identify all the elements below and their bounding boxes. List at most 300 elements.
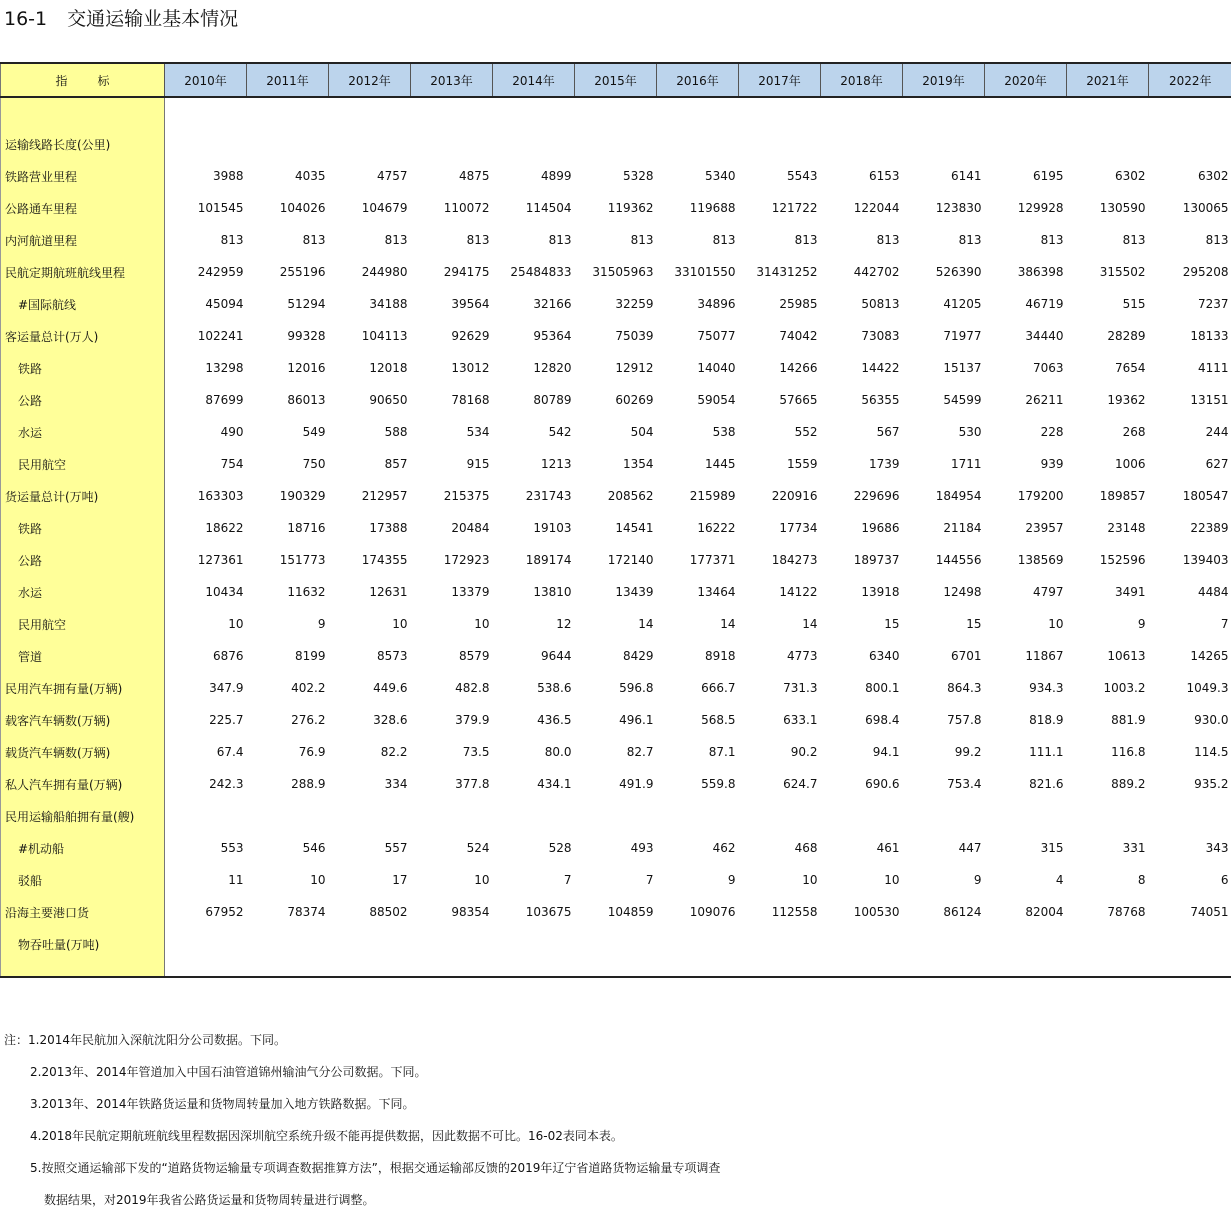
cell-value: 447: [903, 832, 985, 864]
cell-value: 151773: [247, 544, 329, 576]
cell-value: 4899: [493, 160, 575, 192]
cell-value: 231743: [493, 480, 575, 512]
cell-value: 14265: [1149, 640, 1231, 672]
cell-value: 11867: [985, 640, 1067, 672]
cell-value: 244: [1149, 416, 1231, 448]
cell-value: 114504: [493, 192, 575, 224]
cell-value: 99328: [247, 320, 329, 352]
row-label: #国际航线: [1, 288, 165, 320]
cell-value: 800.1: [821, 672, 903, 704]
cell-value: 94.1: [821, 736, 903, 768]
cell-value: 12018: [329, 352, 411, 384]
cell-value: 813: [247, 224, 329, 256]
cell-value: 934.3: [985, 672, 1067, 704]
cell-value: 82.7: [575, 736, 657, 768]
cell-value: [411, 128, 493, 160]
cell-value: 8573: [329, 640, 411, 672]
cell-value: [821, 928, 903, 960]
cell-value: 276.2: [247, 704, 329, 736]
year-header: 2022年: [1149, 63, 1231, 97]
cell-value: 46719: [985, 288, 1067, 320]
spacer-row: [1, 97, 1231, 128]
cell-value: 31505963: [575, 256, 657, 288]
cell-value: 87.1: [657, 736, 739, 768]
cell-value: 6153: [821, 160, 903, 192]
cell-value: 12820: [493, 352, 575, 384]
cell-value: 542: [493, 416, 575, 448]
cell-value: 7: [575, 864, 657, 896]
cell-value: 138569: [985, 544, 1067, 576]
cell-value: 14422: [821, 352, 903, 384]
cell-value: [1067, 800, 1149, 832]
row-label: 客运量总计(万人): [1, 320, 165, 352]
cell-value: 9: [247, 608, 329, 640]
table-row: [1, 352, 1231, 384]
table-row: [1, 160, 1231, 192]
cell-value: 6: [1149, 864, 1231, 896]
table-row: [1, 704, 1231, 736]
cell-value: 9: [1067, 608, 1149, 640]
cell-value: 14040: [657, 352, 739, 384]
table-row: [1, 288, 1231, 320]
cell-value: 242959: [165, 256, 247, 288]
cell-value: 4: [985, 864, 1067, 896]
cell-value: 750: [247, 448, 329, 480]
cell-value: [657, 800, 739, 832]
cell-value: [165, 128, 247, 160]
cell-value: 13439: [575, 576, 657, 608]
cell-value: 753.4: [903, 768, 985, 800]
cell-value: 104679: [329, 192, 411, 224]
cell-value: 568.5: [657, 704, 739, 736]
table-row: [1, 800, 1231, 832]
cell-value: 538.6: [493, 672, 575, 704]
cell-value: 5543: [739, 160, 821, 192]
row-label: 水运: [1, 576, 165, 608]
cell-value: 462: [657, 832, 739, 864]
cell-value: 13012: [411, 352, 493, 384]
cell-value: 5328: [575, 160, 657, 192]
cell-value: 32166: [493, 288, 575, 320]
cell-value: 10: [329, 608, 411, 640]
cell-value: 39564: [411, 288, 493, 320]
cell-value: 538: [657, 416, 739, 448]
cell-value: 23957: [985, 512, 1067, 544]
note-line: 3.2013年、2014年铁路货运量和货物周转量加入地方铁路数据。下同。: [4, 1088, 720, 1120]
cell-value: 813: [657, 224, 739, 256]
cell-value: 1711: [903, 448, 985, 480]
cell-value: 88502: [329, 896, 411, 928]
table-title-text: 交通运输业基本情况: [67, 8, 238, 30]
cell-value: 379.9: [411, 704, 493, 736]
note-line: 4.2018年民航定期航班航线里程数据因深圳航空系统升级不能再提供数据，因此数据不可比。16-02表同本表。: [4, 1120, 720, 1152]
cell-value: 1049.3: [1149, 672, 1231, 704]
cell-value: 377.8: [411, 768, 493, 800]
cell-value: 51294: [247, 288, 329, 320]
cell-value: 102241: [165, 320, 247, 352]
row-label: 载客汽车辆数(万辆): [1, 704, 165, 736]
cell-value: 189857: [1067, 480, 1149, 512]
cell-value: 119362: [575, 192, 657, 224]
label-column-header: [1, 63, 165, 97]
cell-value: 75077: [657, 320, 739, 352]
cell-value: 1739: [821, 448, 903, 480]
cell-value: 99.2: [903, 736, 985, 768]
cell-value: 10: [739, 864, 821, 896]
cell-value: 215989: [657, 480, 739, 512]
cell-value: 627: [1149, 448, 1231, 480]
cell-value: 15: [821, 608, 903, 640]
cell-value: 546: [247, 832, 329, 864]
cell-value: 939: [985, 448, 1067, 480]
year-header: 2013年: [411, 63, 493, 97]
cell-value: 588: [329, 416, 411, 448]
cell-value: 493: [575, 832, 657, 864]
cell-value: 225.7: [165, 704, 247, 736]
cell-value: 813: [411, 224, 493, 256]
cell-value: [739, 928, 821, 960]
cell-value: [1149, 800, 1231, 832]
row-label: 物吞吐量(万吨): [1, 928, 165, 960]
cell-value: 25484833: [493, 256, 575, 288]
table-row: [1, 448, 1231, 480]
cell-value: 526390: [903, 256, 985, 288]
cell-value: 50813: [821, 288, 903, 320]
label-header-part: 标: [98, 74, 110, 88]
cell-value: 54599: [903, 384, 985, 416]
cell-value: 103675: [493, 896, 575, 928]
cell-value: 95364: [493, 320, 575, 352]
cell-value: 86124: [903, 896, 985, 928]
cell-value: 1354: [575, 448, 657, 480]
cell-value: 123830: [903, 192, 985, 224]
cell-value: [329, 128, 411, 160]
cell-value: 504: [575, 416, 657, 448]
cell-value: 179200: [985, 480, 1067, 512]
cell-value: 4484: [1149, 576, 1231, 608]
cell-value: 13464: [657, 576, 739, 608]
cell-value: 90650: [329, 384, 411, 416]
cell-value: 100530: [821, 896, 903, 928]
row-label: 民用运输船舶拥有量(艘): [1, 800, 165, 832]
table-row: [1, 416, 1231, 448]
cell-value: 139403: [1149, 544, 1231, 576]
cell-value: 78374: [247, 896, 329, 928]
cell-value: 152596: [1067, 544, 1149, 576]
cell-value: 174355: [329, 544, 411, 576]
cell-value: 6701: [903, 640, 985, 672]
row-label: 民用航空: [1, 608, 165, 640]
cell-value: 82.2: [329, 736, 411, 768]
cell-value: 32259: [575, 288, 657, 320]
cell-value: 633.1: [739, 704, 821, 736]
cell-value: 8918: [657, 640, 739, 672]
cell-value: 7: [1149, 608, 1231, 640]
cell-value: 130065: [1149, 192, 1231, 224]
note-line: 数据结果，对2019年我省公路货运量和货物周转量进行调整。: [4, 1184, 720, 1216]
cell-value: 552: [739, 416, 821, 448]
table-row: [1, 128, 1231, 160]
year-header: 2015年: [575, 63, 657, 97]
cell-value: 18133: [1149, 320, 1231, 352]
cell-value: 10: [165, 608, 247, 640]
cell-value: 189174: [493, 544, 575, 576]
row-label: 水运: [1, 416, 165, 448]
cell-value: 22389: [1149, 512, 1231, 544]
cell-value: 73.5: [411, 736, 493, 768]
cell-value: 549: [247, 416, 329, 448]
cell-value: 813: [575, 224, 657, 256]
cell-value: 14541: [575, 512, 657, 544]
label-header-part: 指: [55, 74, 67, 88]
row-label: #机动船: [1, 832, 165, 864]
table-row: [1, 256, 1231, 288]
row-label: 铁路营业里程: [1, 160, 165, 192]
cell-value: 6876: [165, 640, 247, 672]
note-line: 注：1.2014年民航加入深航沈阳分公司数据。下同。: [4, 1024, 720, 1056]
cell-value: 13298: [165, 352, 247, 384]
notes: [4, 1024, 720, 1216]
cell-value: 13151: [1149, 384, 1231, 416]
table-title: [4, 6, 238, 32]
table-row: [1, 608, 1231, 640]
cell-value: 177371: [657, 544, 739, 576]
cell-value: 180547: [1149, 480, 1231, 512]
cell-value: 12498: [903, 576, 985, 608]
cell-value: [493, 928, 575, 960]
cell-value: 491.9: [575, 768, 657, 800]
cell-value: 4111: [1149, 352, 1231, 384]
cell-value: 530: [903, 416, 985, 448]
cell-value: 11: [165, 864, 247, 896]
row-label: 公路: [1, 544, 165, 576]
cell-value: 104113: [329, 320, 411, 352]
cell-value: 78168: [411, 384, 493, 416]
table-row: [1, 768, 1231, 800]
cell-value: 813: [165, 224, 247, 256]
cell-value: 14: [657, 608, 739, 640]
cell-value: 116.8: [1067, 736, 1149, 768]
cell-value: 468: [739, 832, 821, 864]
cell-value: 73083: [821, 320, 903, 352]
cell-value: 315502: [1067, 256, 1149, 288]
table-row: [1, 192, 1231, 224]
row-label: 沿海主要港口货: [1, 896, 165, 928]
cell-value: 15: [903, 608, 985, 640]
cell-value: 666.7: [657, 672, 739, 704]
table-row: [1, 640, 1231, 672]
cell-value: 67952: [165, 896, 247, 928]
cell-value: 559.8: [657, 768, 739, 800]
cell-value: 6302: [1067, 160, 1149, 192]
cell-value: 33101550: [657, 256, 739, 288]
cell-value: 121722: [739, 192, 821, 224]
row-label: 管道: [1, 640, 165, 672]
cell-value: 813: [329, 224, 411, 256]
cell-value: 12912: [575, 352, 657, 384]
cell-value: 86013: [247, 384, 329, 416]
cell-value: [985, 128, 1067, 160]
cell-value: [739, 800, 821, 832]
cell-value: 110072: [411, 192, 493, 224]
row-label: 民用航空: [1, 448, 165, 480]
cell-value: 10: [411, 864, 493, 896]
cell-value: [657, 928, 739, 960]
cell-value: 208562: [575, 480, 657, 512]
spacer-row: [1, 960, 1231, 977]
cell-value: 524: [411, 832, 493, 864]
cell-value: 31431252: [739, 256, 821, 288]
cell-value: 215375: [411, 480, 493, 512]
cell-value: [329, 800, 411, 832]
cell-value: 813: [493, 224, 575, 256]
cell-value: 821.6: [985, 768, 1067, 800]
cell-value: 10: [247, 864, 329, 896]
cell-value: 130590: [1067, 192, 1149, 224]
cell-value: 220916: [739, 480, 821, 512]
cell-value: 212957: [329, 480, 411, 512]
cell-value: 28289: [1067, 320, 1149, 352]
note-line: 2.2013年、2014年管道加入中国石油管道锦州输油气分公司数据。下同。: [4, 1056, 720, 1088]
cell-value: 813: [739, 224, 821, 256]
cell-value: 92629: [411, 320, 493, 352]
cell-value: 26211: [985, 384, 1067, 416]
row-label: 载货汽车辆数(万辆): [1, 736, 165, 768]
table-row: [1, 896, 1231, 928]
cell-value: 6302: [1149, 160, 1231, 192]
cell-value: 9: [903, 864, 985, 896]
cell-value: 567: [821, 416, 903, 448]
cell-value: [575, 928, 657, 960]
cell-value: 16222: [657, 512, 739, 544]
cell-value: 3491: [1067, 576, 1149, 608]
cell-value: 386398: [985, 256, 1067, 288]
year-header: 2017年: [739, 63, 821, 97]
cell-value: 45094: [165, 288, 247, 320]
cell-value: [247, 800, 329, 832]
table-row: [1, 832, 1231, 864]
cell-value: 19362: [1067, 384, 1149, 416]
cell-value: 434.1: [493, 768, 575, 800]
cell-value: 20484: [411, 512, 493, 544]
cell-value: 442702: [821, 256, 903, 288]
cell-value: 5340: [657, 160, 739, 192]
cell-value: 12631: [329, 576, 411, 608]
cell-value: 515: [1067, 288, 1149, 320]
cell-value: 818.9: [985, 704, 1067, 736]
table-number: 16-1: [4, 8, 47, 30]
year-header: 2012年: [329, 63, 411, 97]
cell-value: 864.3: [903, 672, 985, 704]
cell-value: 13918: [821, 576, 903, 608]
cell-value: 75039: [575, 320, 657, 352]
cell-value: 4875: [411, 160, 493, 192]
cell-value: 3988: [165, 160, 247, 192]
note-line: 5.按照交通运输部下发的“道路货物运输量专项调查数据推算方法”，根据交通运输部反馈的2019年辽宁省道路货物运输量专项调查: [4, 1152, 720, 1184]
cell-value: 67.4: [165, 736, 247, 768]
cell-value: 8199: [247, 640, 329, 672]
cell-value: 813: [1149, 224, 1231, 256]
cell-value: 12: [493, 608, 575, 640]
row-label: 驳船: [1, 864, 165, 896]
cell-value: 101545: [165, 192, 247, 224]
cell-value: 255196: [247, 256, 329, 288]
cell-value: 813: [1067, 224, 1149, 256]
cell-value: 228: [985, 416, 1067, 448]
cell-value: 172923: [411, 544, 493, 576]
year-header: 2016年: [657, 63, 739, 97]
cell-value: 1445: [657, 448, 739, 480]
cell-value: 7063: [985, 352, 1067, 384]
cell-value: 90.2: [739, 736, 821, 768]
cell-value: 813: [903, 224, 985, 256]
cell-value: 328.6: [329, 704, 411, 736]
cell-value: 731.3: [739, 672, 821, 704]
cell-value: [165, 800, 247, 832]
cell-value: [247, 128, 329, 160]
table-row: [1, 320, 1231, 352]
cell-value: 1003.2: [1067, 672, 1149, 704]
cell-value: [657, 128, 739, 160]
year-header: 2019年: [903, 63, 985, 97]
year-header: 2010年: [165, 63, 247, 97]
cell-value: [903, 128, 985, 160]
table-row: [1, 480, 1231, 512]
cell-value: 10434: [165, 576, 247, 608]
cell-value: 295208: [1149, 256, 1231, 288]
cell-value: 74042: [739, 320, 821, 352]
cell-value: 881.9: [1067, 704, 1149, 736]
cell-value: [411, 800, 493, 832]
row-label: 私人汽车拥有量(万辆): [1, 768, 165, 800]
cell-value: 41205: [903, 288, 985, 320]
cell-value: 10613: [1067, 640, 1149, 672]
cell-value: 12016: [247, 352, 329, 384]
cell-value: 534: [411, 416, 493, 448]
cell-value: 109076: [657, 896, 739, 928]
cell-value: 4773: [739, 640, 821, 672]
cell-value: 60269: [575, 384, 657, 416]
cell-value: 14122: [739, 576, 821, 608]
cell-value: [493, 800, 575, 832]
cell-value: 915: [411, 448, 493, 480]
cell-value: 122044: [821, 192, 903, 224]
cell-value: [903, 800, 985, 832]
cell-value: 71977: [903, 320, 985, 352]
cell-value: 98354: [411, 896, 493, 928]
cell-value: 82004: [985, 896, 1067, 928]
cell-value: [165, 928, 247, 960]
cell-value: 10: [821, 864, 903, 896]
cell-value: 80.0: [493, 736, 575, 768]
cell-value: 490: [165, 416, 247, 448]
cell-value: 294175: [411, 256, 493, 288]
cell-value: 757.8: [903, 704, 985, 736]
row-label: 铁路: [1, 352, 165, 384]
year-header: 2011年: [247, 63, 329, 97]
cell-value: 184954: [903, 480, 985, 512]
cell-value: 528: [493, 832, 575, 864]
table-row: [1, 384, 1231, 416]
cell-value: 1006: [1067, 448, 1149, 480]
cell-value: 402.2: [247, 672, 329, 704]
year-header: 2018年: [821, 63, 903, 97]
cell-value: 7237: [1149, 288, 1231, 320]
cell-value: 111.1: [985, 736, 1067, 768]
cell-value: 7: [493, 864, 575, 896]
cell-value: 1559: [739, 448, 821, 480]
cell-value: 331: [1067, 832, 1149, 864]
